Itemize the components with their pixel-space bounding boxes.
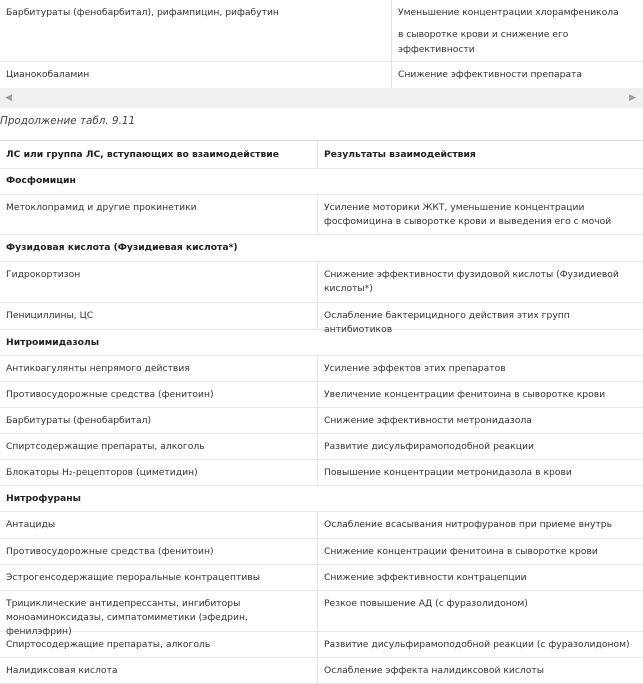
text-line: Развитие дисульфирамоподобной реакции bbox=[324, 441, 534, 452]
drug-cell bbox=[6, 414, 306, 428]
column-divider bbox=[317, 459, 318, 485]
table-row bbox=[0, 194, 643, 235]
scroll-left-arrow-icon[interactable]: ◀ bbox=[5, 93, 12, 103]
text-line: моноаминоксидазы, симпатомиметики (эфедрин, фенилэфрин) bbox=[6, 612, 248, 637]
column-divider bbox=[317, 564, 318, 590]
table-row bbox=[0, 261, 643, 303]
result-cell bbox=[324, 518, 636, 532]
text-line: Снижение эффективности метронидазола bbox=[324, 415, 532, 426]
table-row bbox=[0, 511, 643, 539]
text-line: Снижение концентрации фенитоина в сыворотке крови bbox=[324, 546, 598, 557]
column-header-result: Результаты взаимодействия bbox=[324, 149, 476, 160]
table-row bbox=[0, 0, 643, 62]
group-label: Нитрофураны bbox=[6, 493, 81, 504]
table-row bbox=[0, 355, 643, 382]
column-divider bbox=[317, 355, 318, 381]
column-divider bbox=[317, 261, 318, 302]
drug-cell bbox=[6, 388, 306, 402]
result-cell bbox=[324, 201, 636, 229]
drug-cell bbox=[6, 518, 306, 532]
table-cell-drug: Цианокобаламин bbox=[6, 69, 90, 80]
text-line: Антациды bbox=[6, 519, 56, 530]
table-cell-effect bbox=[398, 5, 638, 57]
drug-cell bbox=[6, 571, 306, 585]
column-divider bbox=[391, 0, 392, 61]
column-divider bbox=[317, 194, 318, 234]
result-cell bbox=[324, 388, 636, 402]
table-row bbox=[0, 407, 643, 434]
text-line: Спиртсодержащие препараты, алкоголь bbox=[6, 441, 205, 452]
column-divider bbox=[317, 141, 318, 168]
result-cell bbox=[324, 545, 636, 559]
table-row bbox=[0, 61, 643, 89]
drug-cell bbox=[6, 440, 306, 454]
table-row bbox=[0, 538, 643, 565]
result-cell bbox=[324, 597, 636, 611]
text-line: Противосудорожные средства (фенитоин) bbox=[6, 389, 214, 400]
table-row bbox=[0, 433, 643, 460]
text-line: Спиртосодержащие препараты, алкоголь bbox=[6, 639, 211, 650]
drug-cell bbox=[6, 664, 306, 678]
scroll-right-arrow-icon[interactable]: ▶ bbox=[629, 93, 636, 103]
text-line: Барбитураты (фенобарбитал) bbox=[6, 415, 152, 426]
column-divider bbox=[317, 511, 318, 538]
table-cell-effect: Снижение эффективности препарата bbox=[398, 69, 583, 80]
column-divider bbox=[317, 538, 318, 564]
group-label: Фосфомицин bbox=[6, 175, 76, 186]
text-line: Метоклопрамид и другие прокинетики bbox=[6, 202, 197, 213]
group-label: Фузидовая кислота (Фузидиевая кислота*) bbox=[6, 242, 238, 253]
text-line: Снижение эффективности контрацепции bbox=[324, 572, 527, 583]
drug-cell bbox=[6, 466, 306, 480]
result-cell bbox=[324, 414, 636, 428]
result-cell bbox=[324, 664, 636, 678]
text-line: Усиление моторики ЖКТ, уменьшение концентрации bbox=[324, 202, 585, 213]
horizontal-scrollbar[interactable] bbox=[0, 88, 643, 108]
drug-cell bbox=[6, 545, 306, 559]
drug-cell bbox=[6, 309, 306, 323]
table-row bbox=[0, 657, 643, 684]
text-line: Ослабление эффекта налидиксовой кислоты bbox=[324, 665, 545, 676]
text-line: Повышение концентрации метронидазола в крови bbox=[324, 467, 572, 478]
column-divider bbox=[317, 657, 318, 683]
text-line: фосфомицина в сыворотке крови и выведения его с мочой bbox=[324, 216, 612, 227]
result-cell bbox=[324, 638, 636, 652]
text-line: в сыворотке крови и снижение его bbox=[398, 29, 569, 40]
text-line: Уменьшение концентрации хлорамфеникола bbox=[398, 7, 619, 18]
drug-cell bbox=[6, 362, 306, 376]
text-line: Эстрогенсодержащие пероральные контрацептивы bbox=[6, 572, 260, 583]
column-divider bbox=[317, 433, 318, 459]
table-header-row bbox=[0, 140, 643, 169]
result-cell bbox=[324, 466, 636, 480]
result-cell bbox=[324, 571, 636, 585]
group-header-row bbox=[0, 234, 643, 262]
text-line: Пенициллины, ЦС bbox=[6, 310, 94, 321]
table-row bbox=[0, 381, 643, 408]
text-line: Резкое повышение АД (с фуразолидоном) bbox=[324, 598, 528, 609]
result-cell bbox=[324, 268, 636, 296]
text-line: Снижение эффективности фузидовой кислоты (Фузидиевой bbox=[324, 269, 619, 280]
text-line: Ослабление всасывания нитрофуранов при приеме внутрь bbox=[324, 519, 613, 530]
drug-cell bbox=[6, 268, 306, 282]
table-row bbox=[0, 590, 643, 637]
result-cell bbox=[324, 440, 636, 454]
group-header-row bbox=[0, 167, 643, 195]
column-divider bbox=[317, 407, 318, 433]
table-row bbox=[0, 564, 643, 591]
text-line: Гидрокортизон bbox=[6, 269, 81, 280]
column-divider bbox=[391, 61, 392, 88]
table-row bbox=[0, 459, 643, 486]
drug-cell bbox=[6, 638, 306, 652]
group-header-row bbox=[0, 485, 643, 512]
column-divider bbox=[317, 631, 318, 657]
column-divider bbox=[317, 381, 318, 407]
text-line: Противосудорожные средства (фенитоин) bbox=[6, 546, 214, 557]
column-divider bbox=[317, 590, 318, 631]
table-row bbox=[0, 302, 643, 335]
text-line: эффективности bbox=[398, 44, 475, 55]
table-cell-drug: Барбитураты (фенобарбитал), рифампицин, рифабутин bbox=[6, 7, 279, 18]
text-line: Налидиксовая кислота bbox=[6, 665, 118, 676]
table-caption: Продолжение табл. 9.11 bbox=[0, 115, 136, 127]
text-line: Трициклические антидепрессанты, ингибиторы bbox=[6, 598, 241, 609]
text-line: Антикоагулянты непрямого действия bbox=[6, 363, 190, 374]
result-cell bbox=[324, 362, 636, 376]
text-line: кислоты*) bbox=[324, 283, 373, 294]
text-line: Увеличение концентрации фенитоина в сыворотке крови bbox=[324, 389, 606, 400]
table-row bbox=[0, 631, 643, 658]
column-header-drug: ЛС или группа ЛС, вступающих во взаимодействие bbox=[6, 149, 279, 160]
text-line: Блокаторы H₂-рецепторов (циметидин) bbox=[6, 467, 198, 478]
group-label: Нитроимидазолы bbox=[6, 337, 100, 348]
drug-cell bbox=[6, 201, 306, 215]
column-divider bbox=[317, 302, 318, 329]
text-line: Ослабление бактерицидного действия этих групп антибиотиков bbox=[324, 310, 570, 335]
text-line: Развитие дисульфирамоподобной реакции (с фуразолидоном) bbox=[324, 639, 630, 650]
group-header-row bbox=[0, 329, 643, 356]
text-line: Усиление эффектов этих препаратов bbox=[324, 363, 506, 374]
